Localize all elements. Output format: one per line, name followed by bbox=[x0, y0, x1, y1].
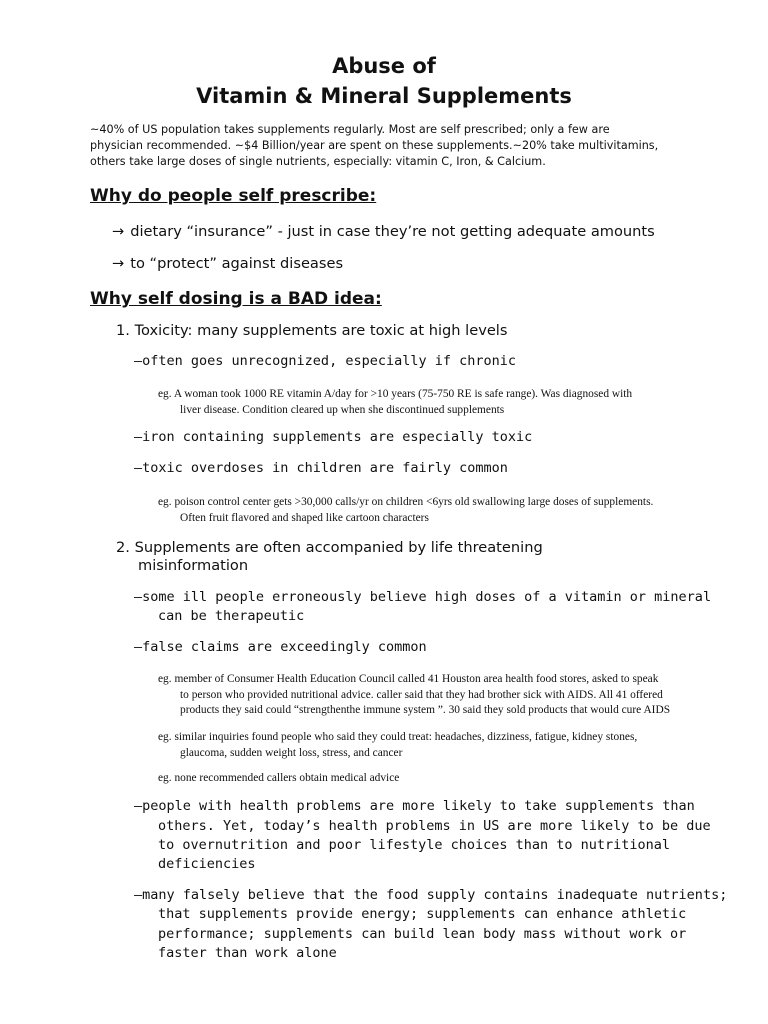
bullet-item bbox=[112, 223, 655, 240]
example-line: glaucoma, sudden weight loss, stress, and cancer bbox=[180, 746, 403, 759]
example-line: eg. none recommended callers obtain medical advice bbox=[158, 772, 400, 784]
example-note bbox=[158, 387, 632, 418]
example-line: Often fruit flavored and shaped like cartoon characters bbox=[180, 511, 429, 524]
numbered-point-misinformation: 2. Supplements are often accompanied by life threatening bbox=[116, 539, 543, 556]
note-line: to overnutrition and poor lifestyle choices than to nutritional bbox=[158, 837, 671, 853]
intro-line: ~40% of US population takes supplements regularly. Most are self prescribed; only a few are bbox=[90, 123, 610, 136]
note-line: that supplements provide energy; supplements can enhance athletic bbox=[158, 906, 687, 922]
numbered-point-continuation: misinformation bbox=[138, 557, 249, 574]
note-line: others. Yet, today’s health problems in US are more likely to be due bbox=[158, 818, 711, 834]
note-line: –false claims are exceedingly common bbox=[134, 639, 427, 655]
page-title-line-2: Vitamin & Mineral Supplements bbox=[196, 84, 572, 108]
note-line: performance; supplements can build lean body mass without work or bbox=[158, 926, 687, 942]
intro-paragraph bbox=[90, 122, 690, 170]
example-line: eg. poison control center gets >30,000 calls/yr on children <6yrs old swallowing large doses of supplements. bbox=[158, 496, 654, 508]
example-note bbox=[158, 771, 399, 787]
example-note bbox=[158, 495, 653, 526]
note-line: –iron containing supplements are especially toxic bbox=[134, 429, 533, 445]
note-line: –toxic overdoses in children are fairly common bbox=[134, 460, 508, 476]
section-heading-self-dosing: Why self dosing is a BAD idea: bbox=[90, 289, 382, 309]
bullet-text: to “protect” against diseases bbox=[130, 255, 344, 272]
section-heading-self-prescribe: Why do people self prescribe: bbox=[90, 186, 377, 206]
note-line: –many falsely believe that the food supply contains inadequate nutrients; bbox=[134, 887, 728, 903]
example-line: products they said could “strengthenthe immune system ”. 30 said they sold products that would cure AIDS bbox=[180, 704, 671, 716]
note-line: faster than work alone bbox=[158, 945, 337, 961]
numbered-point-toxicity: 1. Toxicity: many supplements are toxic at high levels bbox=[116, 322, 508, 339]
note-line: –often goes unrecognized, especially if chronic bbox=[134, 353, 517, 369]
example-note bbox=[158, 730, 637, 761]
intro-line: physician recommended. ~$4 Billion/year are spent on these supplements.~20% take multivitamins, bbox=[90, 139, 659, 152]
note-line: deficiencies bbox=[158, 856, 256, 872]
arrow-icon: → bbox=[112, 223, 125, 240]
note-line: can be therapeutic bbox=[158, 608, 305, 624]
example-line: to person who provided nutritional advice. caller said that they had brother sick with AIDS. All 41 offered bbox=[180, 688, 663, 701]
example-note bbox=[158, 672, 670, 719]
example-line: eg. member of Consumer Health Education Council called 41 Houston area health food stores, asked to speak bbox=[158, 673, 659, 685]
bullet-item bbox=[112, 255, 343, 272]
example-line: eg. similar inquiries found people who said they could treat: headaches, dizziness, fatigue, kidney stones, bbox=[158, 731, 638, 743]
intro-line: others take large doses of single nutrients, especially: vitamin C, Iron, & Calcium. bbox=[90, 155, 546, 168]
note-line: –people with health problems are more likely to take supplements than bbox=[134, 798, 695, 814]
bullet-text: dietary “insurance” - just in case they’re not getting adequate amounts bbox=[130, 223, 655, 240]
page-title-line-1: Abuse of bbox=[332, 54, 436, 78]
example-line: liver disease. Condition cleared up when she discontinued supplements bbox=[180, 403, 505, 416]
arrow-icon: → bbox=[112, 255, 125, 272]
example-line: eg. A woman took 1000 RE vitamin A/day for >10 years (75-750 RE is safe range). Was diagnosed with bbox=[158, 388, 633, 400]
note-line: –some ill people erroneously believe high doses of a vitamin or mineral bbox=[134, 589, 712, 605]
